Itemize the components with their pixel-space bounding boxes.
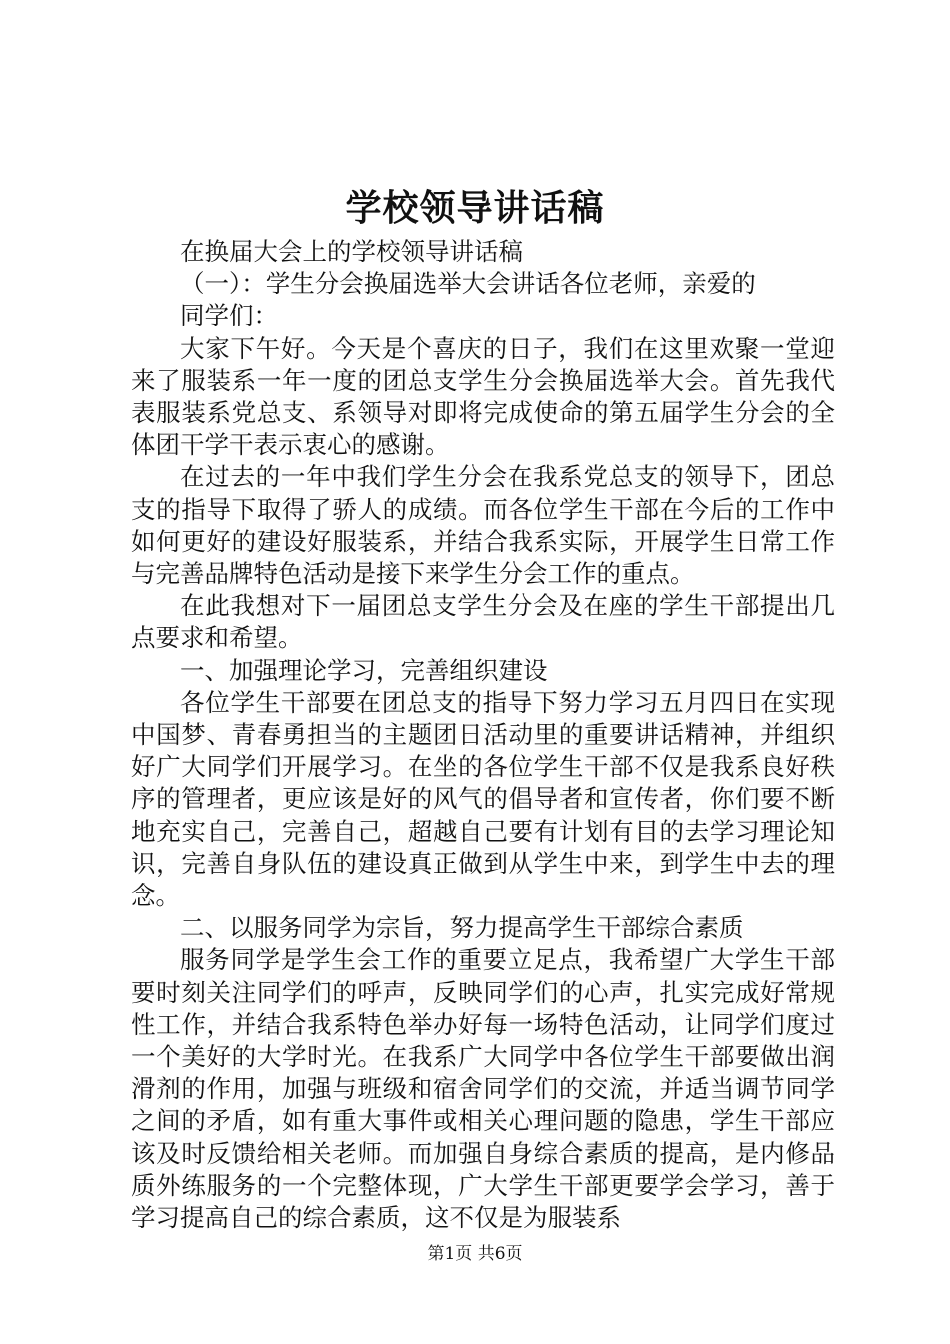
- paragraph-section-heading: （一）：学生分会换届选举大会讲话各位老师，亲爱的: [180, 269, 756, 299]
- page-footer: 第1页 共6页: [427, 1244, 523, 1264]
- paragraph-point-one-body: 各位学生干部要在团总支的指导下努力学习五月四日在实现中国梦、青春勇担当的主题团日活动里的重要讲话精神，并组织好广大同学们开展学习。在坐的各位学生干部不仅是我系良好秩序的管理者，更应该是好的风气的倡导者和宣传者，你们要不断地充实自己，完善自己，超越自己要有计划有目的去学习理论知识，完善自身队伍的建设真正做到从学生中来，到学生中去的理念。: [131, 687, 835, 911]
- paragraph-point-one-heading: 一、加强理论学习，完善组织建设: [180, 655, 548, 685]
- paragraph-greeting: 大家下午好。今天是个喜庆的日子，我们在这里欢聚一堂迎来了服装系一年一度的团总支学生分会换届选举大会。首先我代表服装系党总支、系领导对即将完成使命的第五届学生分会的全体团干学干表示衷心的感谢。: [131, 333, 835, 460]
- paragraph-review: 在过去的一年中我们学生分会在我系党总支的领导下，团总支的指导下取得了骄人的成绩。而各位学生干部在今后的工作中如何更好的建设好服装系，并结合我系实际，开展学生日常工作与完善品牌特色活动是接下来学生分会工作的重点。: [131, 462, 835, 589]
- paragraph-point-two-body: 服务同学是学生会工作的重要立足点，我希望广大学生干部要时刻关注同学们的呼声，反映同学们的心声，扎实完成好常规性工作，并结合我系特色举办好每一场特色活动，让同学们度过一个美好的大学时光。在我系广大同学中各位学生干部要做出润滑剂的作用，加强与班级和宿舍同学们的交流，并适当调节同学之间的矛盾，如有重大事件或相关心理问题的隐患，学生干部应该及时反馈给相关老师。而加强自身综合素质的提高，是内修品质外练服务的一个完整体现，广大学生干部更要学会学习，善于学习提高自己的综合素质，这不仅是为服装系: [131, 945, 835, 1233]
- paragraph-requests-intro: 在此我想对下一届团总支学生分会及在座的学生干部提出几点要求和希望。: [131, 591, 835, 653]
- document-body: [131, 236, 835, 1234]
- paragraph-point-two-heading: 二、以服务同学为宗旨，努力提高学生干部综合素质: [180, 913, 744, 943]
- document-title: 学校领导讲话稿: [345, 187, 605, 229]
- paragraph-subtitle: 在换届大会上的学校领导讲话稿: [180, 237, 523, 266]
- paragraph-salutation: 同学们：: [180, 301, 278, 331]
